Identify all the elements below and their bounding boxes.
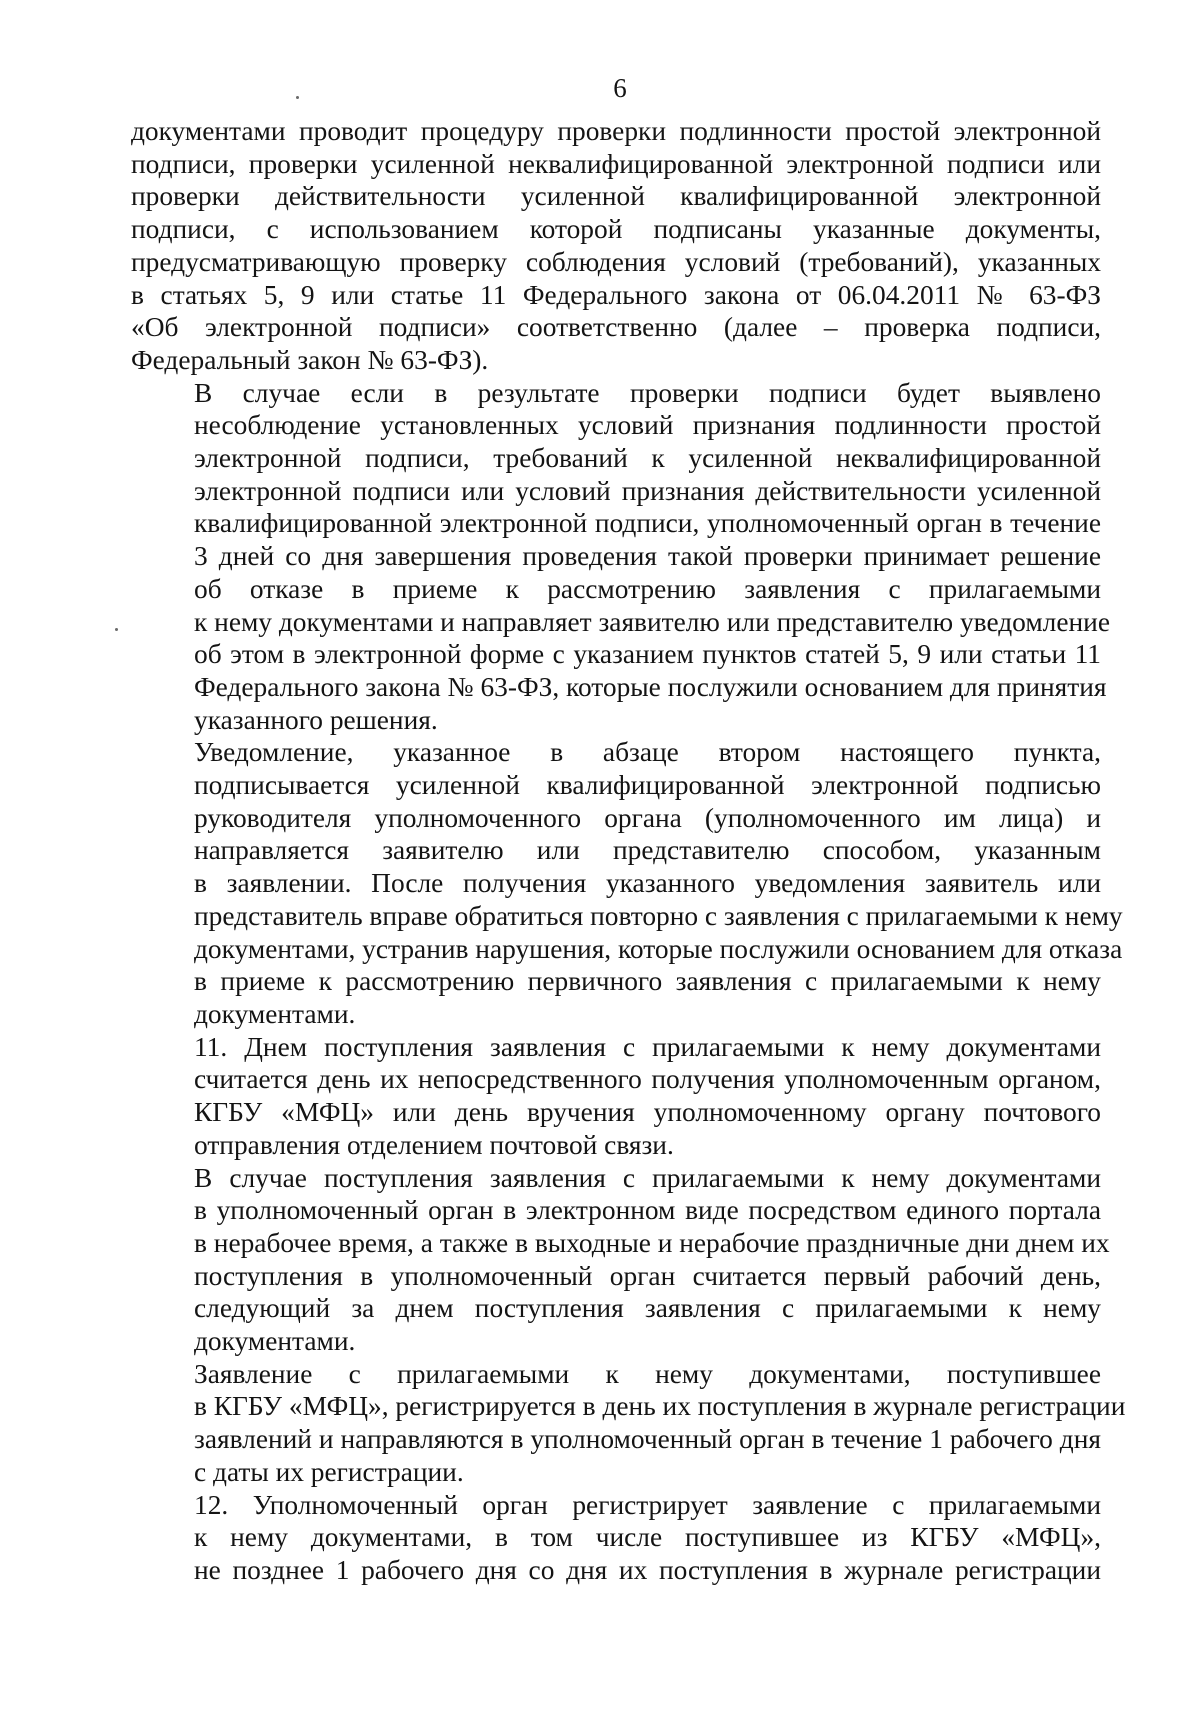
text-line: в нерабочее время, а также в выходные и нерабочие праздничные дни днем их	[194, 1227, 1110, 1258]
text-line: не позднее 1 рабочего дня со дня их поступления в журнале регистрации	[194, 1554, 1101, 1585]
document-body	[131, 115, 1126, 1587]
text-line: в приеме к рассмотрению первичного заявления с прилагаемыми к нему	[194, 966, 1101, 997]
text-line: проверки действительности усиленной квалифицированной электронной	[131, 181, 1101, 212]
text-line: руководителя уполномоченного органа (уполномоченного им лица) и	[194, 802, 1101, 833]
text-line: 11. Днем поступления заявления с прилагаемыми к нему документами	[194, 1031, 1101, 1062]
text-line: документами.	[194, 998, 356, 1029]
paragraph	[131, 1358, 1126, 1489]
scan-speck	[115, 628, 118, 631]
text-line: в уполномоченный орган в электронном виде посредством единого портала	[194, 1195, 1101, 1226]
paragraph	[131, 1489, 1101, 1587]
text-line: Заявление с прилагаемыми к нему документами, поступившее	[194, 1358, 1101, 1389]
text-line: об отказе в приеме к рассмотрению заявления с прилагаемыми	[194, 573, 1101, 604]
text-line: несоблюдение установленных условий признания подлинности простой	[194, 410, 1101, 441]
text-line: В случае поступления заявления с прилагаемыми к нему документами	[194, 1162, 1101, 1193]
text-line: квалифицированной электронной подписи, уполномоченный орган в течение	[194, 508, 1101, 539]
text-line: в заявлении. После получения указанного уведомления заявитель или	[194, 868, 1101, 899]
text-line: в КГБУ «МФЦ», регистрируется в день их поступления в журнале регистрации	[194, 1391, 1126, 1422]
text-line: документами проводит процедуру проверки подлинности простой электронной	[131, 116, 1101, 146]
text-line: электронной подписи или условий признания действительности усиленной	[194, 475, 1101, 506]
text-line: к нему документами, в том числе поступившее из КГБУ «МФЦ»,	[194, 1522, 1101, 1553]
paragraph	[131, 377, 1110, 737]
text-line: с даты их регистрации.	[194, 1456, 464, 1487]
text-line: заявлений и направляются в уполномоченный орган в течение 1 рабочего дня	[194, 1424, 1101, 1455]
paragraph	[131, 115, 1101, 377]
scan-speck	[296, 96, 299, 99]
page-number: 6	[613, 73, 627, 103]
text-line: КГБУ «МФЦ» или день вручения уполномоченному органу почтового	[194, 1097, 1101, 1128]
text-line: электронной подписи, требований к усиленной неквалифицированной	[194, 443, 1101, 474]
text-line: предусматривающую проверку соблюдения условий (требований), указанных	[131, 246, 1101, 277]
paragraph	[131, 736, 1123, 1030]
text-line: Федеральный закон № 63-ФЗ).	[131, 344, 489, 375]
text-line: поступления в уполномоченный орган считается первый рабочий день,	[194, 1260, 1101, 1291]
text-line: представитель вправе обратиться повторно с заявления с прилагаемыми к нему	[194, 900, 1123, 931]
text-line: об этом в электронной форме с указанием пунктов статей 5, 9 или статьи 11	[194, 639, 1101, 670]
text-line: Уведомление, указанное в абзаце втором настоящего пункта,	[194, 737, 1101, 768]
text-line: 12. Уполномоченный орган регистрирует заявление с прилагаемыми	[194, 1489, 1101, 1520]
paragraph	[131, 1031, 1101, 1162]
text-line: подписи, проверки усиленной неквалифицированной электронной подписи или	[131, 148, 1101, 179]
text-line: считается день их непосредственного получения уполномоченным органом,	[194, 1064, 1101, 1095]
text-line: В случае если в результате проверки подписи будет выявлено	[194, 377, 1101, 408]
text-line: подписи, с использованием которой подписаны указанные документы,	[131, 214, 1101, 245]
text-line: документами, устранив нарушения, которые послужили основанием для отказа	[194, 933, 1123, 964]
text-line: документами.	[194, 1326, 356, 1357]
text-line: в статьях 5, 9 или статье 11 Федерального закона от 06.04.2011 № 63-ФЗ	[131, 279, 1101, 310]
text-line: к нему документами и направляет заявителю или представителю уведомление	[194, 606, 1110, 637]
text-line: указанного решения.	[194, 704, 438, 735]
text-line: «Об электронной подписи» соответственно (далее – проверка подписи,	[131, 312, 1101, 343]
text-line: 3 дней со дня завершения проведения такой проверки принимает решение	[194, 541, 1101, 572]
paragraph	[131, 1162, 1110, 1358]
text-line: следующий за днем поступления заявления с прилагаемыми к нему	[194, 1293, 1101, 1324]
text-line: Федерального закона № 63-ФЗ, которые послужили основанием для принятия	[194, 671, 1107, 702]
text-line: направляется заявителю или представителю способом, указанным	[194, 835, 1101, 866]
text-line: подписывается усиленной квалифицированной электронной подписью	[194, 770, 1101, 801]
text-line: отправления отделением почтовой связи.	[194, 1129, 674, 1160]
